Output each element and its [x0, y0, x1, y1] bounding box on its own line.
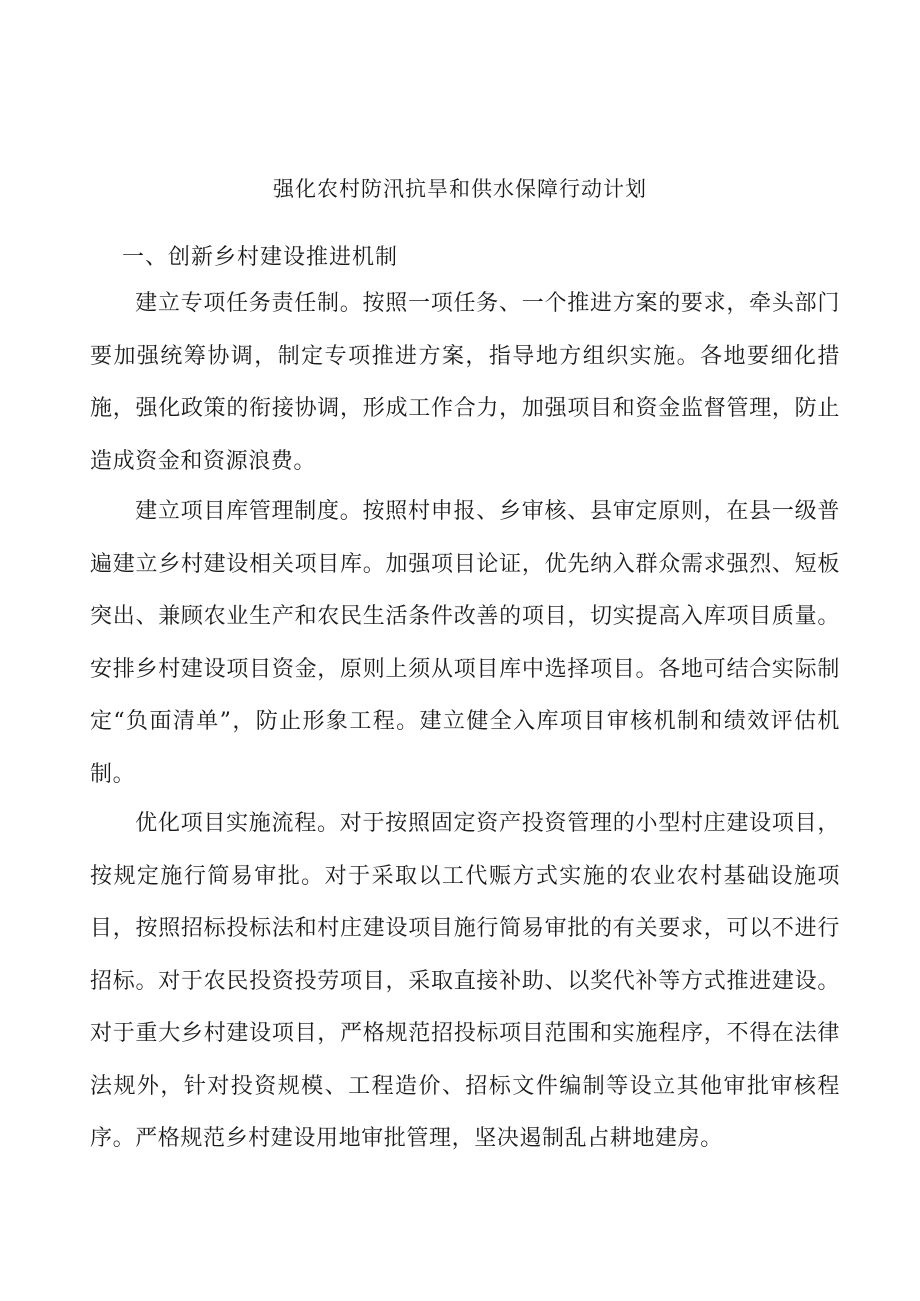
- paragraph: 优化项目实施流程。对于按照固定资产投资管理的小型村庄建设项目，按规定施行简易审批。对于采取以工代赈方式实施的农业农村基础设施项目，按照招标投标法和村庄建设项目施行简易审批的有关要求，可以不进行招标。对于农民投资投劳项目，采取直接补助、以奖代补等方式推进建设。对于重大乡村建设项目，严格规范招投标项目范围和实施程序，不得在法律法规外，针对投资规模、工程造价、招标文件编制等设立其他审批审核程序。严格规范乡村建设用地审批管理，坚决遏制乱占耕地建房。: [90, 811, 840, 1151]
- paragraph: 建立项目库管理制度。按照村申报、乡审核、县审定原则，在县一级普遍建立乡村建设相关项目库。加强项目论证，优先纳入群众需求强烈、短板突出、兼顾农业生产和农民生活条件改善的项目，切实提高入库项目质量。安排乡村建设项目资金，原则上须从项目库中选择项目。各地可结合实际制定“负面清单”，防止形象工程。建立健全入库项目审核机制和绩效评估机制。: [90, 499, 840, 787]
- section-heading: 一、创新乡村建设推进机制: [122, 245, 399, 270]
- paragraph: 建立专项任务责任制。按照一项任务、一个推进方案的要求，牵头部门要加强统筹协调，制定专项推进方案，指导地方组织实施。各地要细化措施，强化政策的衔接协调，形成工作合力，加强项目和资金监督管理，防止造成资金和资源浪费。: [90, 291, 840, 474]
- document-title: 强化农村防汛抗旱和供水保障行动计划: [273, 177, 647, 201]
